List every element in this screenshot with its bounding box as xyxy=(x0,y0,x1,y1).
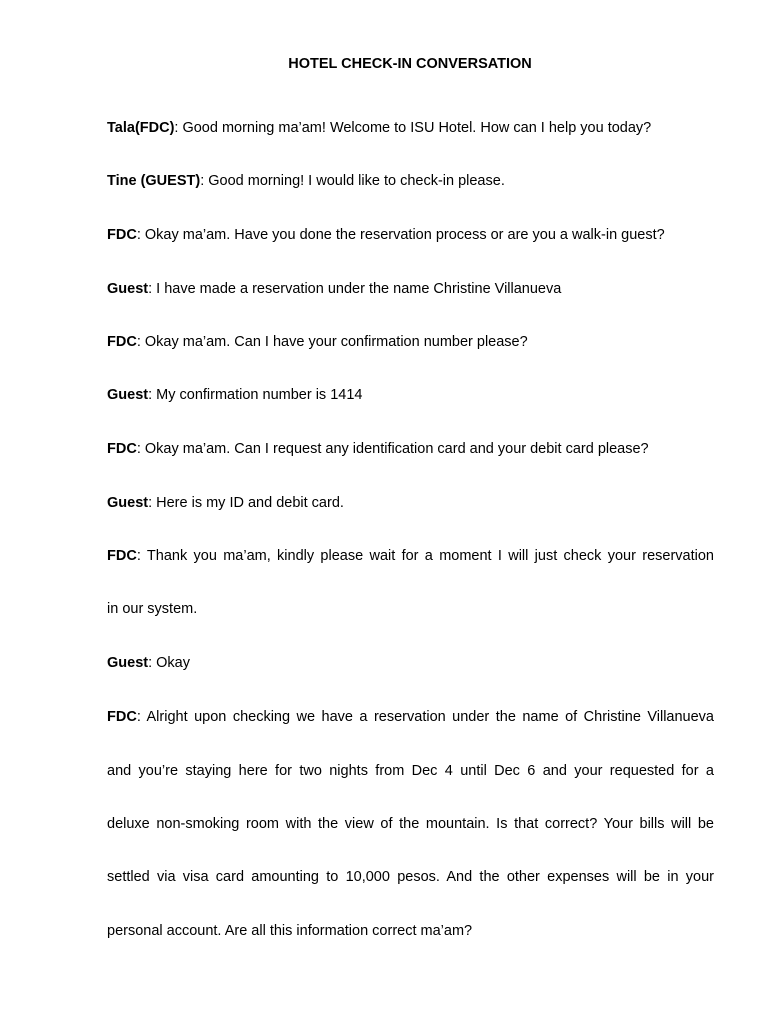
dialogue-line xyxy=(107,494,714,512)
dialogue-text: : Alright upon checking we have a reservation under the name of Christine Villanueva xyxy=(136,709,714,725)
speaker-label: FDC xyxy=(107,441,137,457)
dialogue-line xyxy=(107,547,714,565)
speaker-label: Tine (GUEST) xyxy=(107,173,201,189)
speaker-label: Guest xyxy=(107,387,149,403)
dialogue-continuation xyxy=(107,600,714,618)
speaker-label: Guest xyxy=(107,281,149,297)
dialogue-text: deluxe non-smoking room with the view of the mountain. Is that correct? Your bills will be xyxy=(107,816,714,832)
dialogue-text: settled via visa card amounting to 10,000 pesos. And the other expenses will be in your xyxy=(107,869,714,885)
dialogue-continuation xyxy=(107,922,714,940)
dialogue-text: : Good morning ma’am! Welcome to ISU Hotel. How can I help you today? xyxy=(174,120,652,136)
speaker-label: Tala(FDC) xyxy=(107,120,175,136)
dialogue-text: : Okay ma’am. Can I have your confirmation number please? xyxy=(136,334,528,350)
dialogue-text: in our system. xyxy=(107,601,198,617)
dialogue-text: : My confirmation number is 1414 xyxy=(148,387,363,403)
dialogue-line xyxy=(107,119,714,137)
dialogue-line xyxy=(107,654,714,672)
dialogue-text: : Good morning! I would like to check-in please. xyxy=(200,173,505,189)
dialogue-continuation xyxy=(107,868,714,886)
speaker-label: FDC xyxy=(107,709,137,725)
speaker-label: Guest xyxy=(107,495,149,511)
dialogue-line xyxy=(107,280,714,298)
speaker-label: FDC xyxy=(107,227,137,243)
dialogue-text: : Thank you ma’am, kindly please wait for a moment I will just check your reservation xyxy=(136,548,714,564)
speaker-label: Guest xyxy=(107,655,149,671)
dialogue-line xyxy=(107,172,714,190)
document-title: HOTEL CHECK-IN CONVERSATION xyxy=(288,56,532,72)
dialogue-text: and you’re staying here for two nights from Dec 4 until Dec 6 and your requested for a xyxy=(107,763,714,779)
dialogue-line xyxy=(107,440,714,458)
dialogue-line xyxy=(107,226,714,244)
dialogue-continuation xyxy=(107,762,714,780)
dialogue-text: : Okay ma’am. Have you done the reservation process or are you a walk-in guest? xyxy=(136,227,665,243)
dialogue-text: : I have made a reservation under the name Christine Villanueva xyxy=(148,281,562,297)
speaker-label: FDC xyxy=(107,548,137,564)
dialogue-text: personal account. Are all this information correct ma’am? xyxy=(107,923,473,939)
dialogue-text: : Okay ma’am. Can I request any identification card and your debit card please? xyxy=(136,441,649,457)
speaker-label: FDC xyxy=(107,334,137,350)
dialogue-text: : Okay xyxy=(148,655,190,671)
dialogue-line xyxy=(107,333,714,351)
dialogue-text: : Here is my ID and debit card. xyxy=(148,495,344,511)
dialogue-line xyxy=(107,708,714,726)
dialogue-line xyxy=(107,386,714,404)
dialogue-continuation xyxy=(107,815,714,833)
